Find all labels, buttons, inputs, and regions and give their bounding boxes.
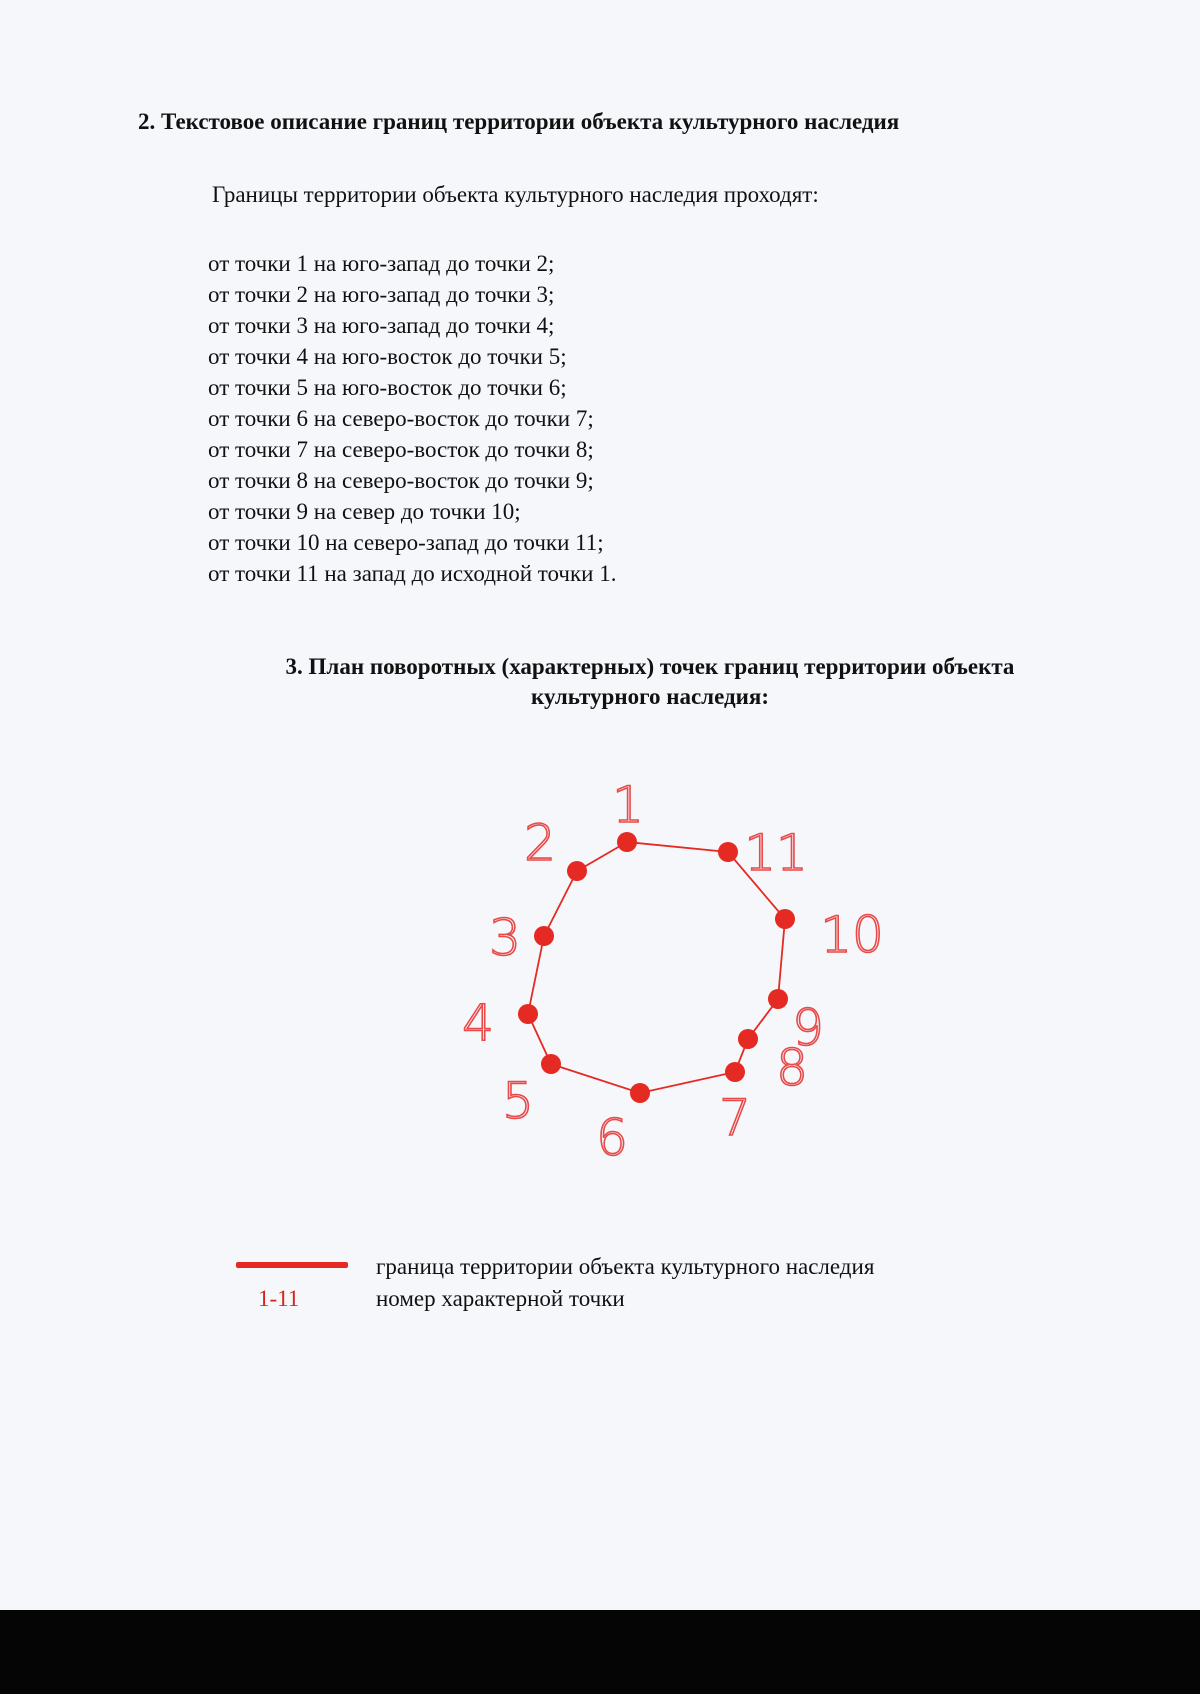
- route-segment: от точки 4 на юго-восток до точки 5;: [208, 344, 567, 369]
- boundary-point-marker-10: [775, 909, 795, 929]
- boundary-point-marker-2: [567, 861, 587, 881]
- legend-boundary-description: граница территории объекта культурного наследия: [376, 1254, 875, 1279]
- route-segment: от точки 8 на северо-восток до точки 9;: [208, 468, 594, 493]
- boundary-intro: Границы территории объекта культурного наследия проходят:: [212, 182, 819, 207]
- scan-bottom-border: [0, 1610, 1200, 1694]
- route-segment: от точки 6 на северо-восток до точки 7;: [208, 406, 594, 431]
- boundary-point-label-5: 5: [502, 1072, 534, 1130]
- boundary-point-label-1: 1: [612, 776, 644, 834]
- boundary-point-label-10: 10: [820, 906, 884, 964]
- section-3-title-line-2: культурного наследия:: [531, 684, 769, 709]
- route-segment: от точки 9 на север до точки 10;: [208, 499, 521, 524]
- route-segment: от точки 10 на северо-запад до точки 11;: [208, 530, 604, 555]
- boundary-point-marker-4: [518, 1004, 538, 1024]
- section-3-title-line-1: 3. План поворотных (характерных) точек границ территории объекта: [285, 654, 1015, 679]
- route-segment: от точки 11 на запад до исходной точки 1.: [208, 561, 617, 586]
- boundary-points: [462, 776, 884, 1167]
- boundary-point-marker-1: [617, 832, 637, 852]
- boundary-point-marker-7: [725, 1062, 745, 1082]
- boundary-point-marker-9: [768, 989, 788, 1009]
- boundary-point-label-7: 7: [719, 1089, 751, 1147]
- boundary-point-label-9: 9: [792, 999, 824, 1057]
- section-2-title: 2. Текстовое описание границ территории объекта культурного наследия: [138, 109, 900, 134]
- boundary-point-label-6: 6: [596, 1109, 628, 1167]
- boundary-point-label-2: 2: [524, 814, 556, 872]
- boundary-point-label-8: 8: [776, 1039, 808, 1097]
- route-segment: от точки 5 на юго-восток до точки 6;: [208, 375, 567, 400]
- legend-boundary-line-symbol: [236, 1262, 348, 1268]
- boundary-point-marker-3: [534, 926, 554, 946]
- boundary-point-label-11: 11: [744, 824, 808, 882]
- route-segment: от точки 7 на северо-восток до точки 8;: [208, 437, 594, 462]
- route-segment: от точки 2 на юго-запад до точки 3;: [208, 282, 555, 307]
- route-segment: от точки 3 на юго-запад до точки 4;: [208, 313, 555, 338]
- boundary-point-marker-8: [738, 1029, 758, 1049]
- boundary-point-marker-6: [630, 1083, 650, 1103]
- route-segment: от точки 1 на юго-запад до точки 2;: [208, 251, 555, 276]
- boundary-point-label-4: 4: [462, 994, 494, 1052]
- boundary-point-marker-11: [718, 842, 738, 862]
- boundary-point-label-3: 3: [489, 909, 521, 967]
- boundary-point-marker-5: [541, 1054, 561, 1074]
- legend-point-number-symbol: 1-11: [258, 1286, 300, 1311]
- legend-point-description: номер характерной точки: [376, 1286, 625, 1311]
